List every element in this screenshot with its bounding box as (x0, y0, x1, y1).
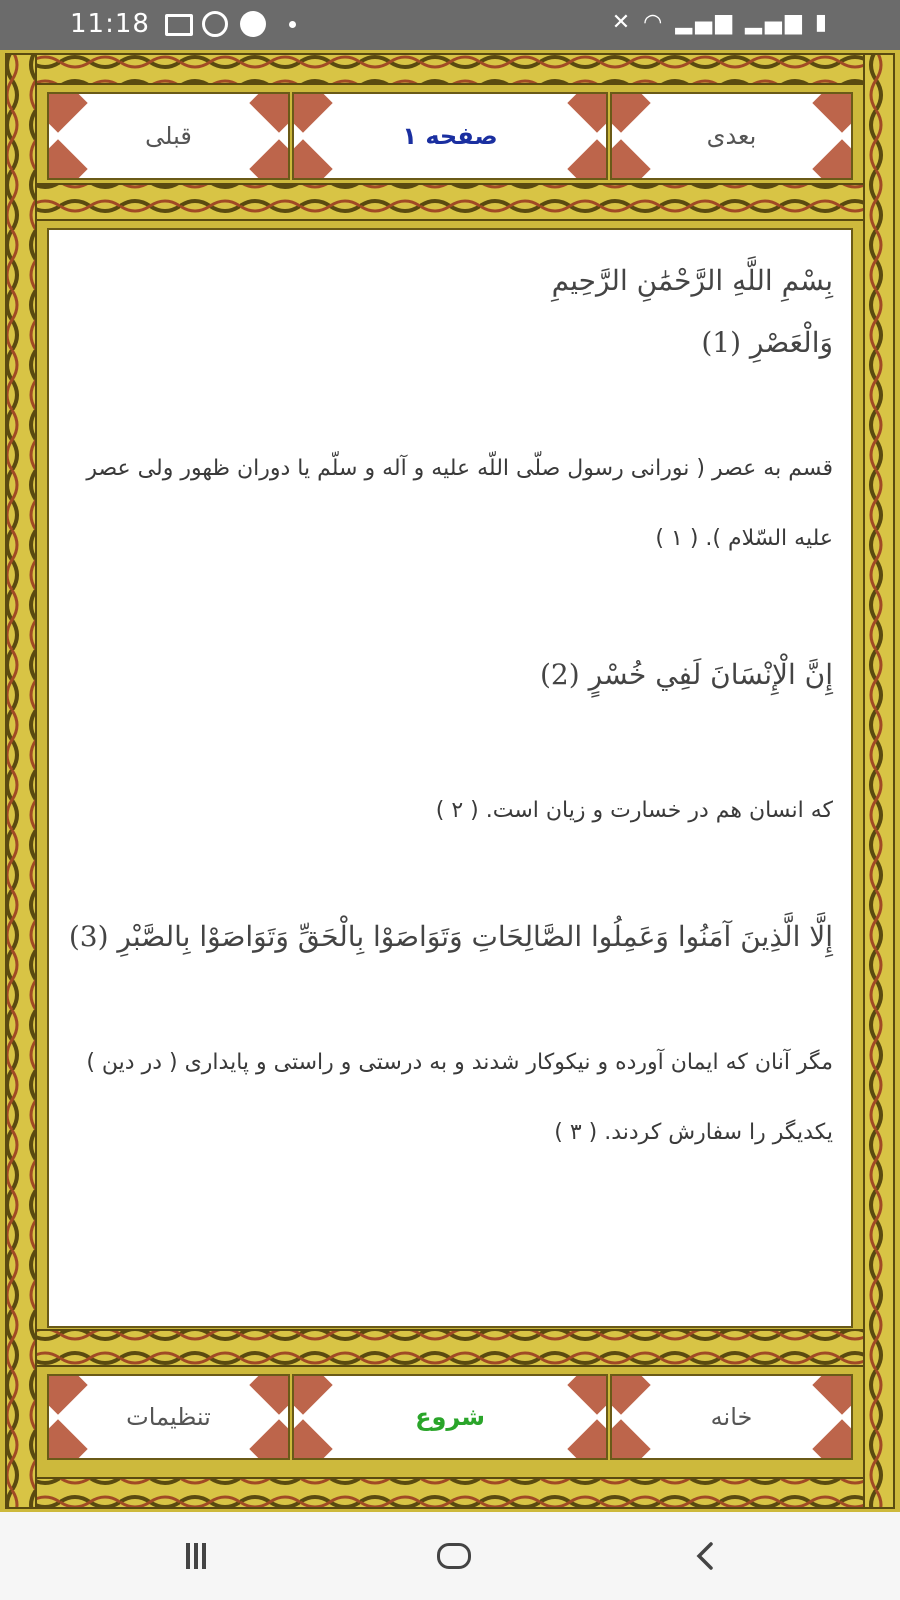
system-navigation-bar (0, 1512, 900, 1600)
verse-content (47, 228, 853, 1328)
status-right-icons (612, 10, 830, 35)
whatsapp-icon (202, 11, 228, 37)
page-indicator (292, 92, 608, 180)
back-icon[interactable] (693, 1540, 717, 1576)
home-button[interactable] (610, 1374, 853, 1460)
page-label: صفحه ۱ (402, 122, 498, 150)
shazam-icon (240, 11, 266, 37)
verse-arabic-3: إِلَّا الَّذِينَ آمَنُوا وَعَمِلُوا الصَّالِحَاتِ وَتَوَاصَوْا بِالْحَقِّ وَتَوَاصَوْا بِالصَّبْرِ (3) (68, 920, 833, 953)
next-label: بعدی (706, 122, 757, 150)
settings-button[interactable] (47, 1374, 290, 1460)
verse-arabic-1: بِسْمِ اللَّهِ الرَّحْمَٰنِ الرَّحِيمِ وَالْعَصْرِ (1) (551, 264, 833, 359)
status-bar (0, 0, 900, 50)
wifi-icon: ◠ (643, 10, 666, 35)
signal-icon: ▂▄▆ (745, 10, 805, 35)
home-label: خانه (710, 1403, 753, 1431)
verse-translation-1: قسم به عصر ( نورانی رسول صلّی اللّه علیه و آله و سلّم یا دوران ظهور ولی عصر علیه السّلام ). ( ۱ ) (86, 456, 833, 551)
verse-translation-3: مگر آنان که ایمان آورده و نیکوکار شدند و به درستی و راستی و پایداری ( در دین ) یکدیگر را سفارش کردند. ( ۳ ) (86, 1050, 833, 1145)
status-time: 11:18 (70, 9, 150, 39)
image-icon (165, 14, 193, 36)
previous-button[interactable] (47, 92, 290, 180)
battery-charging-icon: ▮ (814, 10, 830, 35)
mute-icon: ✕ (611, 10, 634, 35)
home-nav-icon[interactable] (437, 1543, 471, 1569)
start-label: شروع (415, 1403, 485, 1431)
previous-label: قبلی (145, 122, 192, 150)
next-button[interactable] (610, 92, 853, 180)
verse-translation-2: که انسان هم در خسارت و زیان است. ( ۲ ) (435, 798, 833, 823)
verse-arabic-2: إِنَّ الْإِنْسَانَ لَفِي خُسْرٍ (2) (539, 658, 833, 691)
settings-label: تنظیمات (126, 1403, 211, 1431)
dot-icon (289, 21, 296, 28)
signal-icon: ▂▄▆ (675, 10, 736, 35)
start-button[interactable] (292, 1374, 608, 1460)
recent-apps-icon[interactable] (186, 1538, 218, 1574)
